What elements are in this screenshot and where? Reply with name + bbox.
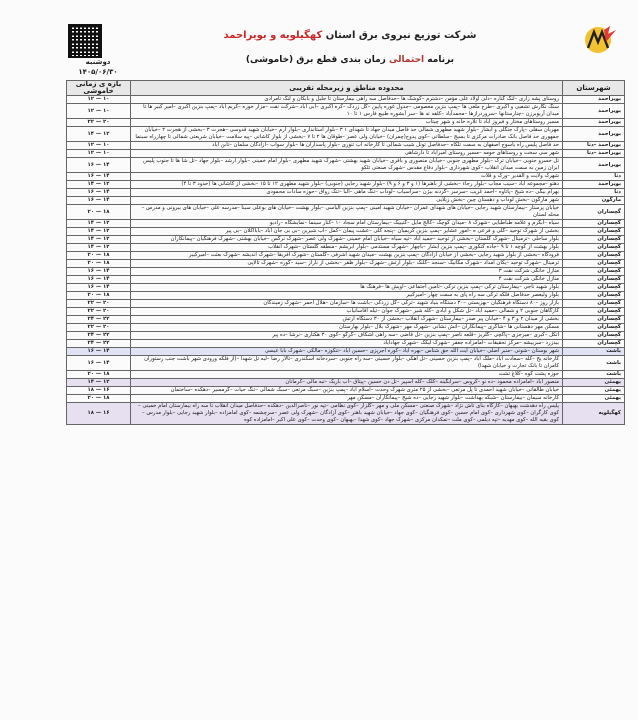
table-row	[67, 300, 625, 308]
row-city: دنا	[563, 173, 625, 181]
row-time: ۱۴ — ۱۲	[67, 244, 131, 252]
table-row	[67, 268, 625, 276]
row-area: حد فاصل پلیس راه یاسوج اصفهان به سمت تلکاه –حدفاصل تونل شیب شمالی تا کارخانه آب تنوری –بلوار پاسداران ها –بلوار سوآب –آزادگان سلمان –تابن آباد	[131, 142, 563, 150]
row-area: منصور آباد –امامزاده محمود –ده نو –کروس –سرآبگینه –کلک –کله آسپیر –تل دن حسین –پیتاق –آب باریک –تبه مالی –کرمانان	[131, 379, 563, 387]
row-area: تل خسرو جنوبی –خیابان ترک –بلوار مطهری جنوبی –خیابان منصوری و باقری –خیابان شهید بهشتی –شهرک شهید مطهری –بلوار امام خمینی –بلوار ارشد –بلوار جهاد –تل شا ها تا جنوب پلیس ایران زمین به سمت میدان انقلاب –کوی شهرداری –بلوار دفاع مقدس –شهرک صنعتی تلکو	[131, 158, 563, 173]
row-city: باشت	[563, 356, 625, 371]
table-row	[67, 332, 625, 340]
table-row	[67, 340, 625, 348]
row-area: بلوار بهشت از کوچه ۱ تا ۹ –جاده کنکوری –پمپ بنزین آبشار –باچهار –شهرک مستدمی –بلوار ابریشم –منطقه گلستان –شهرک انقلاب	[131, 244, 563, 252]
row-city: بویراحمد	[563, 158, 625, 173]
row-city: بویراحمد –دنا	[563, 150, 625, 158]
row-area: مسکن مهر دهستانی ها –شاگری –پیمانکاران –آتش نشانی –شهرک مهر –شهرک بلال –بلوار بهارستان	[131, 324, 563, 332]
outage-schedule-table	[66, 80, 625, 425]
table-row	[67, 371, 625, 379]
row-city: بهمئی	[563, 395, 625, 403]
row-time: ۱۶ — ۱۴	[67, 197, 131, 205]
row-time: ۱۴ — ۱۲	[67, 228, 131, 236]
table-row	[67, 96, 625, 104]
row-time: ۲۲ — ۲۰	[67, 324, 131, 332]
row-city: گچساران	[563, 244, 625, 252]
row-city: گچساران	[563, 324, 625, 332]
row-area: بخشی از میدان ۲ و ۳ و ۴ –خیابان پیر صدر –بیمارستان –شهرک انقلاب –بخشی از ۳۰ دستگاه ارتش	[131, 316, 563, 324]
table-row	[67, 127, 625, 142]
row-area: سنگ نگارش تشفیی و اکبری –طرح ملغی ها –پمپ بنزین معصومی –جدول غوره پایین –گل زردک –کره اکبری –آبی آباد –شرکت نفت –مزار خوره –کریم آباد –پمپ بنزین اکبری –امیر کبیر ها تا میدان آریوبرزن –چنارستانها –سروردرازها –محمدآباد –کلفه ته ها –سر آبشوره طبیع فارس ۱ تا ۱۰	[131, 104, 563, 119]
row-time: ۱۶ — ۱۴	[67, 158, 131, 173]
row-area: مهربان سقلی –پارک جنگلی و آبشار –بلوار شهید مطهری شمالی حد فاصل میدان جهاد تا شهدای ۱ ۳ –بلوار استانداری –بلوار ارم –خیابان شهید قدوسی –هجرت ۳ –بخشی از هجرت ۲ –خیابان جمهوری حد فاصل بانک صادرات مرکزی تا بسیج –سلطانی –کوی پدوج(چمران) –خیابان ولی عصر –طوقان ها ۲ تا ۷ –بخشی از بلوار کاشانی –پیه سلامت –خیابان شریعتی شمالی تا چهارراه سینما	[131, 127, 563, 142]
table-row	[67, 158, 625, 173]
program-suffix: زمان بندی قطع برق (خاموشی)	[245, 55, 386, 65]
table-row	[67, 316, 625, 324]
date-box	[66, 58, 130, 76]
row-area: دهنو –مجموعه آباد –سیب مجاب –بلوار رجاء –بخشی از باهنرها (۱ و ۳ و ۶ و ۹) –بلوار شهید رجایی (جنوبی) –بلوار شهید مطهری ۱۲ تا ۱۵ –بخشی از کاشانی ها (حدود ۳ تا ۴)	[131, 181, 563, 189]
row-area: روستای پشه زاری –لنگ گناره –دلی اولاد علی مؤمن –دشترم –کوشک ها –حدفاصل سه راهی بیمارستان تا جلیل و بابکان و لنگ تامرادی	[131, 96, 563, 104]
row-time: ۲۲ — ۲۰	[67, 308, 131, 316]
table-row	[67, 173, 625, 181]
row-city: گچساران	[563, 236, 625, 244]
table-row	[67, 276, 625, 284]
table-row	[67, 236, 625, 244]
org-title-province: کهگیلویه و بویراحمد	[223, 30, 323, 41]
table-row	[67, 181, 625, 189]
table-row	[67, 308, 625, 316]
day-label: دوشنبه	[85, 58, 111, 66]
row-city: باشت	[563, 371, 625, 379]
row-time: ۲۲ — ۲۰	[67, 300, 131, 308]
row-area: آتکل –کبری –میرجزی –پاکچی –گلریز –قلعه ناصر –پمپ بنزین –تل قاضی –سه راهی اشکاف –گرگو –کوی ۳۰ هکتاری –نرشا –ده پیر	[131, 332, 563, 340]
table-row	[67, 284, 625, 292]
row-city: گچساران	[563, 284, 625, 292]
table-row	[67, 292, 625, 300]
row-time: ۲۴ — ۲۲	[67, 332, 131, 340]
row-city: گچساران	[563, 300, 625, 308]
row-area: حوزه پشت کوه –کلاغ تشت	[131, 371, 563, 379]
row-city: بویراحمد	[563, 127, 625, 142]
row-time: ۱۴ — ۱۲	[67, 181, 131, 189]
row-city: بویراحمد	[563, 119, 625, 127]
page-subtitle	[150, 55, 550, 65]
row-time: ۱۲ — ۱۰	[67, 150, 131, 158]
row-area: بیدزرد –سربیشه –مرکز تحقیقات –امامزاده جعفر –شهرک لیکک –شهرک جهادآباد	[131, 340, 563, 348]
row-area: بخشی از شهرک توحید –گلی و فرعی ه –امور عشایر –پمپ بنزین کریمیان –پنجه کلی –عشت پیمان –کمل –آب شیرین –بی بی جان آباد –بابااکلان –بی پیر	[131, 228, 563, 236]
row-area: بازار روز –۸۰ دستگاه فرهنگیان –بهزیستی –۳۰ دستگاه بنیاد شهید –ترکی –گل زردکی –باشت ها –سازمان –هلال احمر –شهرک زمیندگان	[131, 300, 563, 308]
table-row	[67, 260, 625, 268]
row-area: بلوار ولیعصر حدفاصل فلکه ترکی سه راه پای به سمت چهار –امیرکبیر	[131, 292, 563, 300]
row-city: مارگون	[563, 197, 625, 205]
row-city: گچساران	[563, 276, 625, 284]
row-area: مسیر روستاهای مختار و فیروز آباد تا تلاره خانه و شهر چیتاب	[131, 119, 563, 127]
row-time: ۱۴ — ۱۲	[67, 236, 131, 244]
row-area: کارگاهان جنوبی ۲ و شمالی –حمید آباد –تل شکل و آبادی –کله شیر –شهرک جوان –تیله آقاسانیاب	[131, 308, 563, 316]
row-area: سیاه –آبگرم و علامه طباطبایی –شهرک ۸ –میدان کوچک –کالج مایل –گنیبیک –بیمارستان امام سجاد ۱۰ –کنار سینما –نمایشگاه –رادیو	[131, 220, 563, 228]
table-row	[67, 220, 625, 228]
row-time: ۱۶ — ۱۴	[67, 356, 131, 371]
row-time: ۱۶ — ۱۴	[67, 284, 131, 292]
table-row	[67, 205, 625, 220]
date-label: ۱۴۰۵/۰۶/۳۰	[78, 68, 118, 76]
table-row	[67, 189, 625, 197]
row-city: بویراحمد	[563, 181, 625, 189]
row-area: شهرک ولایت و القدیر –ورک و قلات	[131, 173, 563, 181]
row-city: بویراحمد	[563, 104, 625, 119]
table-row	[67, 403, 625, 425]
table-body	[67, 96, 625, 425]
row-time: ۱۸ — ۱۶	[67, 387, 131, 395]
row-city: گچساران	[563, 228, 625, 236]
program-prefix: برنامه	[427, 55, 455, 65]
row-time: ۲۴ — ۲۲	[67, 340, 131, 348]
row-time: ۱۴ — ۱۲	[67, 379, 131, 387]
row-city: گچساران	[563, 340, 625, 348]
table-row	[67, 142, 625, 150]
company-logo-icon	[580, 22, 622, 58]
row-time: ۲۰ — ۱۸	[67, 292, 131, 300]
row-time: ۲۰ — ۱۸	[67, 260, 131, 268]
table-row	[67, 356, 625, 371]
row-city: بهمئی	[563, 387, 625, 395]
row-time: ۱۶ — ۱۴	[67, 189, 131, 197]
row-city: باشت	[563, 348, 625, 356]
row-city: گچساران	[563, 308, 625, 316]
header-area: محدوده مناطق و زیرمحله تقریبی	[131, 81, 563, 96]
table-row	[67, 348, 625, 356]
row-area: پلیس راه دهدشت بهبهان –کارگاه بنای تاش نژاد –شهرک صنعتی –مسکن ملی و مهر –گلزار –کوی نظامی –تپه نور –ناصرالدین –دهکده –حدفاصل میدان انقلاب تا سه راه بیمارستان امام خمینی –کوی کارگران –کوی شهرداری –کوی امام حسین –کوی فرهنگیان –کوی جهاد –خیابان شهید باهنر –کوی آزادگان –شهرک ولی عصر –سرچشمه –کوی امامزاده –بلوار شهید رجایی –بلوار مدرس –کوی بقیه الله –کوی مهدیه –تپه دیلمی –کوی ملت –نمکدان مرکزی –شهرک جهاد –کوی شهدا –بهبهان –کوی وحدت –کوی علی اکبر –امامزاده کوه	[131, 403, 563, 425]
row-area: بلوار شهید ناجی –بیمارستان ترکی –پمپ بنزین ترکی –تأمین اجتماعی –آویش ها –فرهنگ ها	[131, 284, 563, 292]
row-time: ۲۰ — ۱۸	[67, 252, 131, 260]
row-city: گچساران	[563, 316, 625, 324]
header-city: شهرستان	[563, 81, 625, 96]
row-area: کارخانه سیمان –بیمارستان –شبکه بهداشت –بلوار شهید رجایی –ده شیخ –پیمانکاران –مسکن مهر	[131, 395, 563, 403]
table-row	[67, 395, 625, 403]
row-time: ۲۲ — ۲۰	[67, 119, 131, 127]
table-row	[67, 324, 625, 332]
row-time: ۱۴ — ۱۲	[67, 220, 131, 228]
table-row	[67, 119, 625, 127]
row-city: گچساران	[563, 332, 625, 340]
table-row	[67, 387, 625, 395]
row-time: ۱۶ — ۱۴	[67, 268, 131, 276]
row-time: ۱۲ — ۱۰	[67, 142, 131, 150]
row-area: خیابان طالقانی –خیابان شهید احمدی تا پل مرتعی –بخشی از ۲۵ متری شهرک وحدت –اسلام آباد –پمپ بنزین –سبک مرتعی –سبک شمالی –تنگ حیات –گرمسیر –دهکده –ساختمان	[131, 387, 563, 395]
program-accent: احتمالی	[389, 55, 425, 65]
row-city: گچساران	[563, 252, 625, 260]
row-time: ۲۰ — ۱۸	[67, 395, 131, 403]
table-row	[67, 104, 625, 119]
table-row	[67, 252, 625, 260]
table-row	[67, 228, 625, 236]
row-area: کارخانه یخ –کله –سعادت آباد –ملک آباد –پمپ بنزین حسینی –تل آهکی –بلوار حسینی –سه راه جنوبی –سردخانه اسکندری –تالار رضا –لبه تل شهدا –(از فلکه ورودی شهر باشت جنب رستوران کامران تا بانک تجارت و خیابان شهدا)	[131, 356, 563, 371]
row-city: گچساران	[563, 268, 625, 276]
row-city: بهمئی	[563, 379, 625, 387]
row-area: خیابان پرستار –بیمارستان شهید رجایی –خیابان های شهدای عمران –خیابان شهید امینی –پمپ بنزین الیاسی –بلوار بهشت –خیابان های بوعلی سینا –مدرسه علی –خیابان های بیرونی و مدرس –محله لستان	[131, 205, 563, 220]
row-area: شهر سی سخت و روستاهای حومه –مسیر روستای امیرآباد تا دارشاهی	[131, 150, 563, 158]
row-city: بویراحمد	[563, 96, 625, 104]
row-time: ۱۶ — ۱۴	[67, 173, 131, 181]
row-area: منازل خانگی شرکت نفت ۴	[131, 276, 563, 284]
org-title-prefix: شرکت توزیع نیروی برق استان	[325, 30, 477, 41]
table-row	[67, 379, 625, 387]
page-title	[150, 30, 550, 41]
row-time: ۲۰ — ۱۸	[67, 371, 131, 379]
row-area: فرودگاه –بخشی از بلوار شهید رجایی –بخشی از خیابان آزادگان –پمپ بنزین بهشت –میدان شهید اشرفی –گلستان –شهرک آفریقا –شهرک اندیشه –شهرک بعثت –امیرکبیر	[131, 252, 563, 260]
row-area: شهر مارگون –بخش لوداب و دهستان چین –بخش زیلایی	[131, 197, 563, 205]
row-time: ۱۲ — ۱۰	[67, 96, 131, 104]
row-time: ۱۲ — ۱۰	[67, 104, 131, 119]
qr-code	[68, 24, 102, 58]
row-city: گچساران	[563, 220, 625, 228]
row-time: ۱۸ — ۱۶	[67, 403, 131, 425]
row-time: ۱۴ — ۱۲	[67, 127, 131, 142]
row-area: بلوار ساحلی –ترمینال –شهرک گلستان –بخشی از توحید –حمید آباد –تپه سیاه –خیابان امام خمینی –شهرک ولی عصر –شهرک نرگس –خیابان بهشتی –شهرک فرهنگیان –پیمانکاران	[131, 236, 563, 244]
row-time: ۲۴ — ۲۲	[67, 316, 131, 324]
row-city: گچساران	[563, 292, 625, 300]
table-row	[67, 244, 625, 252]
row-area: منازل خانگی شرکت نفت ۳	[131, 268, 563, 276]
row-area: شهر بوستان –شونی –منبر اصلی –خیابان آیت الله حق شناس –بهره آباد –کوره آجرپزی –حسین آباد –تنکوزه –مالکی –شهرک بابا عیسی	[131, 348, 563, 356]
row-city: گچساران	[563, 205, 625, 220]
row-city: گچساران	[563, 260, 625, 268]
row-time: ۲۰ — ۱۸	[67, 205, 131, 220]
header-time: بازه ی زمانی خاموشی	[67, 81, 131, 96]
row-city: بویراحمد –دنا	[563, 142, 625, 150]
row-time: ۱۶ — ۱۴	[67, 348, 131, 356]
table-row	[67, 197, 625, 205]
row-city: دنا	[563, 189, 625, 197]
table-header-row	[67, 81, 625, 96]
row-city: کهگیلویه	[563, 403, 625, 425]
row-area: بهرام بیگی –ده شیخ –پاتاوه –احمد غریب –سرسر –گردنه بیژن –سرآسیاب –لوداب –تنگ ماهی –آلبا –تنک رواق –حوزه سادات محمودی	[131, 189, 563, 197]
row-area: ترمینال –شهرک توحید –یکان امداد –شهرک مکانیک –سنجد –گلنک –بلوار ارتش –شهرک –بلوار ظفر –بخشی از ناراز –سید –گوره –شهرک تالاپی	[131, 260, 563, 268]
row-time: ۱۶ — ۱۴	[67, 276, 131, 284]
table-row	[67, 150, 625, 158]
